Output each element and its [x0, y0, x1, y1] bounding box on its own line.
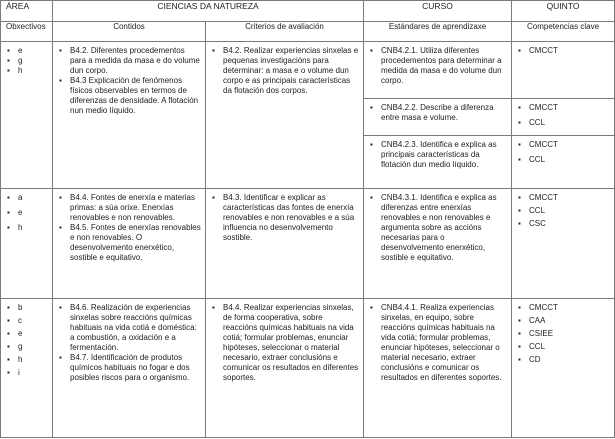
content-item: ▪ B4.7. Identificación de produtos químicos habituais no fogar e dos posibles riscos para o organismo. — [53, 353, 201, 383]
standard-block — [364, 99, 511, 136]
competence-item: ▪ CCL — [512, 342, 610, 352]
content-item: ▪ B4.3 Explicación de fenómenos físicos observables en termos de diferenzas de densidade. A flotación nun medio líquido. — [53, 76, 201, 116]
competence-item: ▪ CMCCT — [512, 140, 610, 150]
competence-item: ▪ CMCCT — [512, 303, 610, 313]
competence-item: ▪ CCL — [512, 206, 610, 216]
header-row — [1, 1, 615, 22]
objectives-column-header: Obxectivos — [1, 22, 53, 42]
course-header: CURSO — [364, 1, 512, 22]
competence-block — [512, 99, 614, 136]
contents-cell — [53, 189, 206, 299]
criteria-cell — [206, 42, 364, 189]
objectives-cell — [1, 299, 53, 438]
standards-column-header: Estándares de aprendizaxe — [364, 22, 512, 42]
objective-item: ▪ b — [1, 303, 48, 313]
competence-item: ▪ CMCCT — [512, 46, 610, 56]
objective-item: ▪ g — [1, 56, 48, 66]
objective-item: ▪ e — [1, 208, 48, 218]
criterion-item: ▪ B4.4. Realizar experiencias sinxelas, de forma cooperativa, sobre reaccións químicas habituais na vida cotiá; formular problemas, enunciar hipóteses, seleccionar o material necesario, extraer conclusións e comunicar os resultados en diferentes soportes. — [206, 303, 359, 383]
standard-item: ▪ CNB4.2.3. Identifica e explica as principais características da flotación dun medio líquido. — [364, 140, 507, 170]
objective-item: ▪ e — [1, 46, 48, 56]
standard-item: ▪ CNB4.3.1. Identifica e explica as diferenzas entre enerxías renovables e non renovables e argumenta sobre as accións necesarias para o desenvolvemento enerxético, sostible e equitativo. — [364, 193, 507, 263]
competence-item: ▪ CSIEE — [512, 329, 610, 339]
criteria-cell — [206, 299, 364, 438]
table-row — [1, 189, 615, 299]
competences-column-header: Competencias clave — [512, 22, 615, 42]
competence-item: ▪ CMCCT — [512, 193, 610, 203]
competence-item: ▪ CAA — [512, 316, 610, 326]
standard-item: ▪ CNB4.2.1. Utiliza diferentes procedementos para determinar a medida da masa e do volume dun corpo. — [364, 46, 507, 86]
contents-column-header: Contidos — [53, 22, 206, 42]
objective-item: ▪ e — [1, 329, 48, 339]
competence-item: ▪ CCL — [512, 155, 610, 165]
table-row — [1, 42, 615, 189]
objectives-cell — [1, 189, 53, 299]
objectives-cell — [1, 42, 53, 189]
content-item: ▪ B4.4. Fontes de enerxía e materias primas: a súa orixe. Enerxías renovables e non renovables. — [53, 193, 201, 223]
criteria-cell — [206, 189, 364, 299]
criterion-item: ▪ B4.2. Realizar experiencias sinxelas e pequenas investigacións para determinar: a masa e o volume dun corpo e as principais características da flotación dos corpos. — [206, 46, 359, 96]
objective-item: ▪ h — [1, 66, 48, 76]
subject-header: CIENCIAS DA NATUREZA — [53, 1, 364, 22]
competence-item: ▪ CD — [512, 355, 610, 365]
objective-item: ▪ i — [1, 368, 48, 378]
competence-item: ▪ CSC — [512, 219, 610, 229]
objective-item: ▪ g — [1, 342, 48, 352]
grade-header: QUINTO — [512, 1, 615, 22]
area-header: ÁREA — [1, 1, 53, 22]
objective-item: ▪ c — [1, 316, 48, 326]
content-item: ▪ B4.2. Diferentes procedementos para a medida da masa e do volume dun corpo. — [53, 46, 201, 76]
standards-cell — [364, 299, 512, 438]
standard-item: ▪ CNB4.2.2. Describe a diferenza entre masa e volume. — [364, 103, 507, 123]
criteria-column-header: Criterios de avaliación — [206, 22, 364, 42]
content-item: ▪ B4.5. Fontes de enerxías renovables e non renovables. O desenvolvemento enerxético, sostible e equitativo. — [53, 223, 201, 263]
standards-cell — [364, 189, 512, 299]
competences-cell — [512, 42, 615, 189]
standards-cell — [364, 42, 512, 189]
content-item: ▪ B4.6. Realización de experiencias sinxelas sobre reaccións químicas habituais na vida cotiá e doméstica: a combustión, a oxidación e a fermentación. — [53, 303, 201, 353]
objective-item: ▪ h — [1, 223, 48, 233]
column-header-row — [1, 22, 615, 42]
competence-item: ▪ CCL — [512, 118, 610, 128]
table-row — [1, 299, 615, 438]
objective-item: ▪ a — [1, 193, 48, 203]
competences-cell — [512, 299, 615, 438]
competences-cell — [512, 189, 615, 299]
standard-item: ▪ CNB4.4.1. Realiza experiencias sinxelas, en equipo, sobre reaccións químicas habituais na vida cotiá; formular problemas, enunciar hipóteses, seleccionar o material necesario, extraer conclusións e comunicar os resultados en diferentes soportes. — [364, 303, 507, 383]
contents-cell — [53, 42, 206, 189]
competence-block — [512, 136, 614, 169]
criterion-item: ▪ B4.3. Identificar e explicar as características das fontes de enerxía renovables e non renovables e a súa influencia no desenvolvemento sostible. — [206, 193, 359, 243]
competence-block — [512, 42, 614, 99]
standard-block — [364, 136, 511, 174]
contents-cell — [53, 299, 206, 438]
standard-block — [364, 42, 511, 99]
objective-item: ▪ h — [1, 355, 48, 365]
competence-item: ▪ CMCCT — [512, 103, 610, 113]
